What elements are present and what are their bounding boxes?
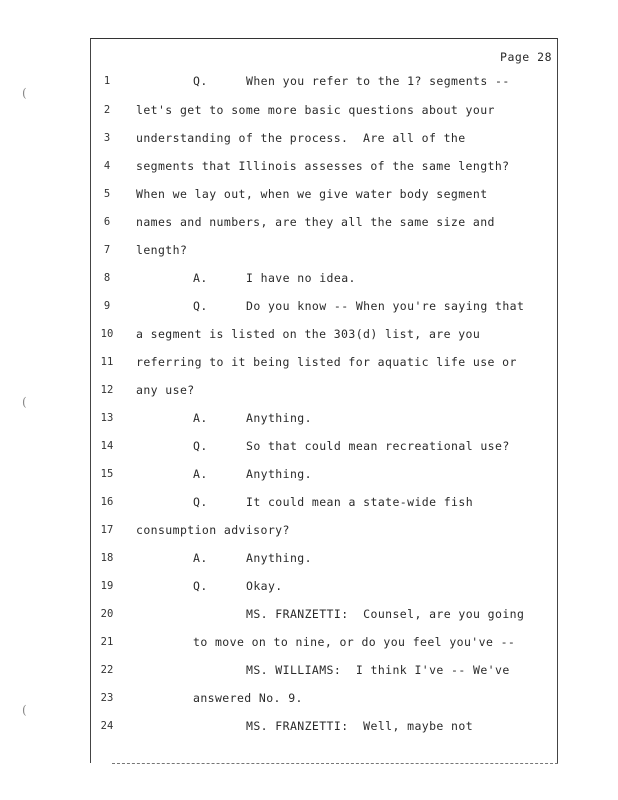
transcript-line [0,157,618,175]
line-number: 11 [100,356,114,368]
testimony-text: names and numbers, are they all the same size and [136,215,495,229]
speaker-marker: A. [193,467,208,481]
testimony-text: length? [136,243,188,257]
transcript-line [0,605,618,623]
transcript-line [0,661,618,679]
line-number: 10 [100,328,114,340]
line-number: 9 [103,300,111,312]
speaker-marker: A. [193,551,208,565]
colloquy-continuation: to move on to nine, or do you feel you've -- [193,635,516,649]
transcript-line [0,689,618,707]
line-number: 3 [103,132,111,144]
testimony-text: Anything. [246,411,312,425]
line-number: 22 [100,664,114,676]
transcript-line [0,549,618,567]
line-number: 6 [103,216,111,228]
transcript-line [0,521,618,539]
transcript-line [0,465,618,483]
speaker-marker: Q. [193,299,208,313]
line-number: 16 [100,496,114,508]
transcript-line [0,213,618,231]
speaker-marker: A. [193,271,208,285]
line-number: 4 [103,160,111,172]
transcript-line [0,577,618,595]
transcript-line [0,353,618,371]
colloquy-text: MS. WILLIAMS: I think I've -- We've [246,663,510,677]
testimony-text: Okay. [246,579,283,593]
testimony-text: Do you know -- When you're saying that [246,299,525,313]
line-number: 18 [100,552,114,564]
transcript-line [0,437,618,455]
line-number: 5 [103,188,111,200]
testimony-text: understanding of the process. Are all of the [136,131,466,145]
transcript-line [0,185,618,203]
testimony-text: It could mean a state-wide fish [246,495,474,509]
transcript-line [0,717,618,735]
colloquy-continuation: answered No. 9. [193,691,303,705]
line-number: 2 [103,104,111,116]
line-number: 7 [103,244,111,256]
line-number: 1 [103,75,111,87]
speaker-marker: Q. [193,439,208,453]
testimony-text: consumption advisory? [136,523,290,537]
line-number: 14 [100,440,114,452]
testimony-text: segments that Illinois assesses of the same length? [136,159,510,173]
speaker-marker: Q. [193,579,208,593]
margin-bracket-mark: ( [22,86,27,100]
transcript-line [0,633,618,651]
testimony-text: When you refer to the 1? segments -- [246,74,510,88]
transcript-line [0,381,618,399]
margin-bracket-mark: ( [22,703,27,717]
colloquy-text: MS. FRANZETTI: Counsel, are you going [246,607,525,621]
speaker-marker: A. [193,411,208,425]
line-number: 13 [100,412,114,424]
transcript-line [0,409,618,427]
line-number: 21 [100,636,114,648]
testimony-text: Anything. [246,467,312,481]
speaker-marker: Q. [193,495,208,509]
line-number: 24 [100,720,114,732]
line-number: 12 [100,384,114,396]
testimony-text: a segment is listed on the 303(d) list, are you [136,327,481,341]
testimony-text: referring to it being listed for aquatic life use or [136,355,517,369]
testimony-text: Anything. [246,551,312,565]
line-number: 19 [100,580,114,592]
transcript-line [0,101,618,119]
line-number: 20 [100,608,114,620]
transcript-line [0,269,618,287]
page-bottom-rule [112,763,558,764]
transcript-line [0,297,618,315]
page-number-header: Page 28 [500,50,552,64]
transcript-line [0,325,618,343]
margin-bracket-mark: ( [22,395,27,409]
line-number: 15 [100,468,114,480]
testimony-text: When we lay out, when we give water body segment [136,187,488,201]
testimony-text: So that could mean recreational use? [246,439,510,453]
colloquy-text: MS. FRANZETTI: Well, maybe not [246,719,474,733]
line-number: 17 [100,524,114,536]
testimony-text: let's get to some more basic questions about your [136,103,495,117]
transcript-line [0,72,618,90]
transcript-line [0,241,618,259]
line-number: 23 [100,692,114,704]
line-number: 8 [103,272,111,284]
testimony-text: I have no idea. [246,271,356,285]
transcript-line [0,493,618,511]
speaker-marker: Q. [193,74,208,88]
testimony-text: any use? [136,383,195,397]
transcript-line [0,129,618,147]
